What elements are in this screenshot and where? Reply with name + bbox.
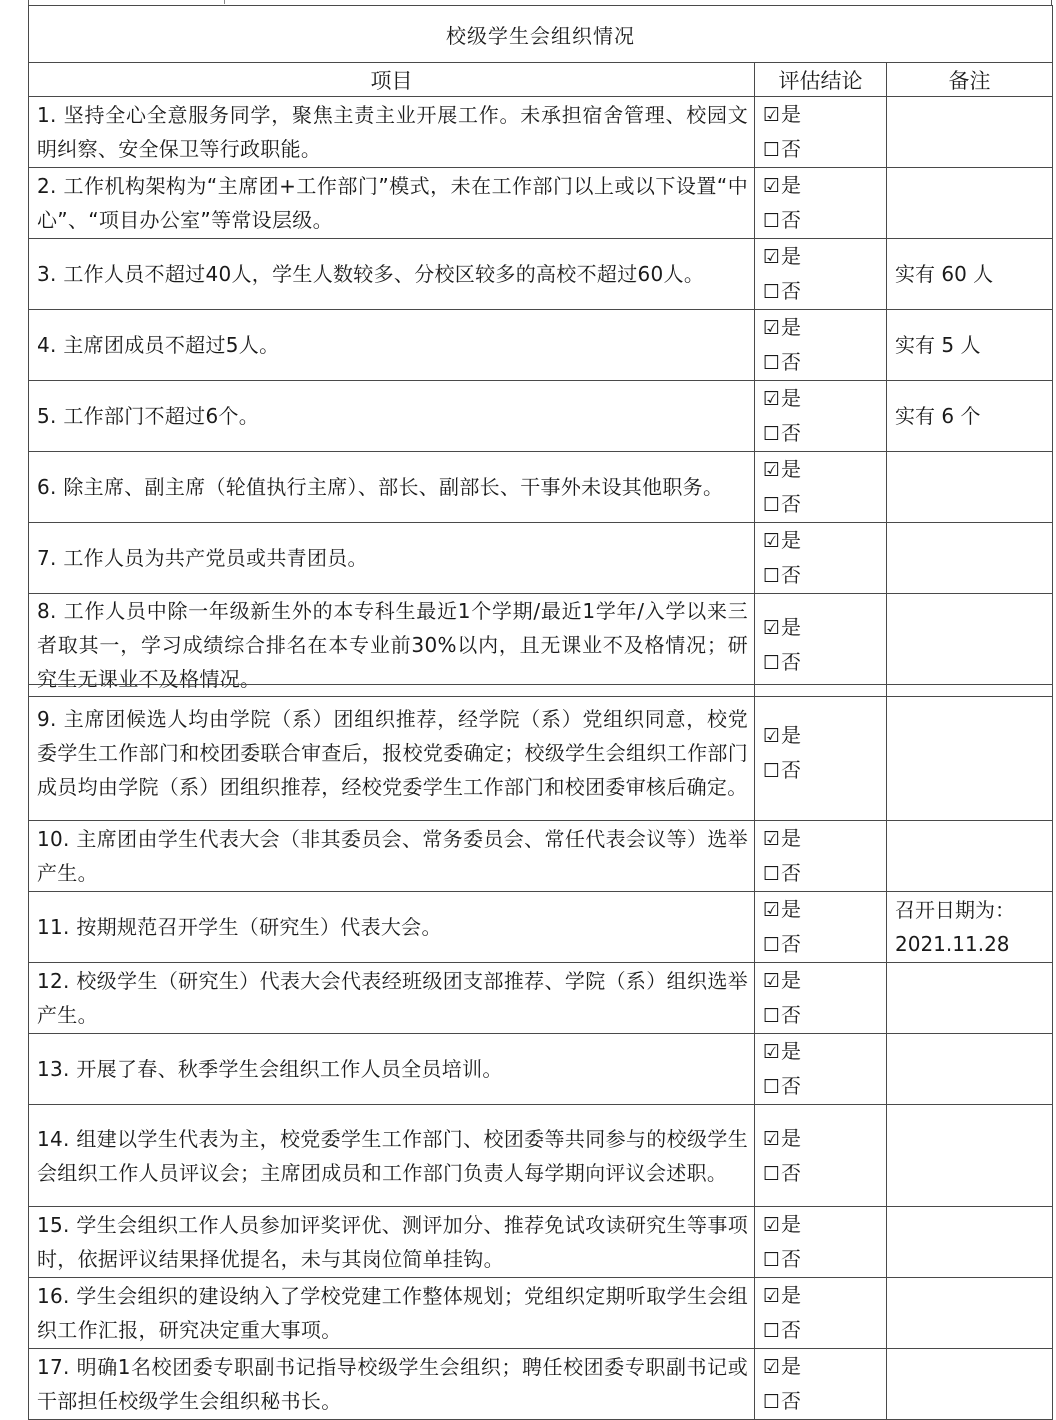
yes-label: 是	[781, 1212, 802, 1236]
yes-option[interactable]	[763, 963, 886, 998]
checked-checkbox-icon[interactable]: ☑	[763, 459, 781, 481]
no-label: 否	[781, 492, 802, 516]
item-text: 1. 坚持全心全意服务同学，聚焦主责主业开展工作。未承担宿舍管理、校园文明纠察、安全保卫等行政职能。	[29, 97, 755, 168]
page-top-tick	[224, 0, 225, 4]
yes-option[interactable]	[763, 1121, 886, 1156]
no-label: 否	[781, 137, 802, 161]
table-row	[29, 452, 1053, 523]
unchecked-checkbox-icon[interactable]: ☐	[763, 934, 781, 956]
no-option[interactable]	[763, 1242, 886, 1277]
header-conclusion: 评估结论	[755, 63, 887, 97]
assessment-table-part-2	[28, 684, 1053, 1420]
unchecked-checkbox-icon[interactable]: ☐	[763, 423, 781, 445]
item-text: 17. 明确1名校团委专职副书记指导校级学生会组织；聘任校团委专职副书记或干部担任校级学生会组织秘书长。	[29, 1349, 755, 1420]
no-label: 否	[781, 563, 802, 587]
conclusion-cell	[755, 1207, 887, 1278]
checked-checkbox-icon[interactable]: ☑	[763, 899, 781, 921]
item-text: 4. 主席团成员不超过5人。	[29, 310, 755, 381]
unchecked-checkbox-icon[interactable]: ☐	[763, 1162, 781, 1185]
checked-checkbox-icon[interactable]: ☑	[763, 388, 781, 410]
unchecked-checkbox-icon[interactable]: ☐	[763, 1320, 781, 1342]
no-label: 否	[781, 861, 802, 885]
yes-label: 是	[781, 102, 802, 126]
item-text: 9. 主席团候选人均由学院（系）团组织推荐，经学院（系）党组织同意，校党委学生工作部门和校团委联合审查后，报校党委确定；校级学生会组织工作部门成员均由学院（系）团组织推荐，经校党委学生工作部门和校团委审核后确定。	[29, 685, 755, 821]
conclusion-cell	[755, 685, 887, 821]
yes-option[interactable]	[763, 718, 886, 753]
table-row	[29, 821, 1053, 892]
unchecked-checkbox-icon[interactable]: ☐	[763, 565, 781, 587]
checked-checkbox-icon[interactable]: ☑	[763, 104, 781, 126]
yes-label: 是	[781, 826, 802, 850]
yes-label: 是	[781, 1283, 802, 1307]
item-text: 11. 按期规范召开学生（研究生）代表大会。	[29, 892, 755, 963]
conclusion-cell	[755, 1349, 887, 1420]
yes-option[interactable]	[763, 1207, 886, 1242]
conclusion-cell	[755, 594, 887, 697]
table-row	[29, 685, 1053, 821]
unchecked-checkbox-icon[interactable]: ☐	[763, 1249, 781, 1271]
yes-option[interactable]	[763, 239, 886, 274]
assessment-table-part-1	[28, 5, 1053, 697]
unchecked-checkbox-icon[interactable]: ☐	[763, 281, 781, 303]
table-row	[29, 594, 1053, 697]
table-row	[29, 310, 1053, 381]
no-label: 否	[781, 650, 802, 674]
checked-checkbox-icon[interactable]: ☑	[763, 724, 781, 747]
item-text: 8. 工作人员中除一年级新生外的本专科生最近1个学期/最近1学年/入学以来三者取其一，学习成绩综合排名在本专业前30%以内，且无课业不及格情况；研究生无课业不及格情况。	[29, 594, 755, 697]
yes-label: 是	[781, 244, 802, 268]
table-row	[29, 168, 1053, 239]
title-row	[29, 6, 1053, 63]
item-text: 5. 工作部门不超过6个。	[29, 381, 755, 452]
conclusion-cell	[755, 452, 887, 523]
unchecked-checkbox-icon[interactable]: ☐	[763, 210, 781, 232]
yes-option[interactable]	[763, 381, 886, 416]
note-cell	[887, 168, 1053, 239]
table-row	[29, 1034, 1053, 1105]
yes-label: 是	[781, 386, 802, 410]
note-cell	[887, 523, 1053, 594]
note-cell: 实有 5 人	[887, 310, 1053, 381]
yes-option[interactable]	[763, 1349, 886, 1384]
note-cell	[887, 963, 1053, 1034]
no-label: 否	[781, 1003, 802, 1027]
checked-checkbox-icon[interactable]: ☑	[763, 317, 781, 339]
unchecked-checkbox-icon[interactable]: ☐	[763, 352, 781, 374]
yes-option[interactable]	[763, 452, 886, 487]
item-text: 16. 学生会组织的建设纳入了学校党建工作整体规划；党组织定期听取学生会组织工作汇报，研究决定重大事项。	[29, 1278, 755, 1349]
note-cell	[887, 452, 1053, 523]
yes-label: 是	[781, 457, 802, 481]
table-row	[29, 523, 1053, 594]
no-label: 否	[781, 932, 802, 956]
note-cell: 实有 60 人	[887, 239, 1053, 310]
yes-option[interactable]	[763, 1034, 886, 1069]
yes-label: 是	[781, 1039, 802, 1063]
yes-label: 是	[781, 722, 802, 747]
unchecked-checkbox-icon[interactable]: ☐	[763, 652, 781, 674]
unchecked-checkbox-icon[interactable]: ☐	[763, 759, 781, 782]
checked-checkbox-icon[interactable]: ☑	[763, 1356, 781, 1378]
unchecked-checkbox-icon[interactable]: ☐	[763, 1076, 781, 1098]
no-option[interactable]	[763, 132, 886, 167]
note-cell	[887, 1349, 1053, 1420]
no-option[interactable]	[763, 416, 886, 451]
no-label: 否	[781, 350, 802, 374]
conclusion-cell	[755, 963, 887, 1034]
conclusion-cell	[755, 239, 887, 310]
note-cell	[887, 1278, 1053, 1349]
note-cell	[887, 594, 1053, 697]
no-option[interactable]	[763, 203, 886, 238]
yes-label: 是	[781, 1125, 802, 1150]
item-text: 15. 学生会组织工作人员参加评奖评优、测评加分、推荐免试攻读研究生等事项时，依据评议结果择优提名，未与其岗位简单挂钩。	[29, 1207, 755, 1278]
no-option[interactable]	[763, 1156, 886, 1191]
item-text: 10. 主席团由学生代表大会（非其委员会、常务委员会、常任代表会议等）选举产生。	[29, 821, 755, 892]
yes-option[interactable]	[763, 821, 886, 856]
conclusion-cell	[755, 1105, 887, 1207]
header-item: 项目	[29, 63, 755, 97]
note-cell	[887, 1105, 1053, 1207]
header-note: 备注	[887, 63, 1053, 97]
unchecked-checkbox-icon[interactable]: ☐	[763, 494, 781, 516]
table-title: 校级学生会组织情况	[29, 6, 1053, 63]
no-label: 否	[781, 1318, 802, 1342]
conclusion-cell	[755, 892, 887, 963]
no-option[interactable]	[763, 927, 886, 962]
yes-label: 是	[781, 897, 802, 921]
yes-label: 是	[781, 968, 802, 992]
item-text: 7. 工作人员为共产党员或共青团员。	[29, 523, 755, 594]
item-text: 6. 除主席、副主席（轮值执行主席）、部长、副部长、干事外未设其他职务。	[29, 452, 755, 523]
no-label: 否	[781, 757, 802, 782]
unchecked-checkbox-icon[interactable]: ☐	[763, 1391, 781, 1413]
yes-option[interactable]	[763, 97, 886, 132]
checked-checkbox-icon[interactable]: ☑	[763, 970, 781, 992]
no-option[interactable]	[763, 487, 886, 522]
no-label: 否	[781, 208, 802, 232]
checked-checkbox-icon[interactable]: ☑	[763, 1041, 781, 1063]
yes-label: 是	[781, 615, 802, 639]
table-row	[29, 381, 1053, 452]
checked-checkbox-icon[interactable]: ☑	[763, 828, 781, 850]
no-option[interactable]	[763, 645, 886, 680]
note-cell	[887, 821, 1053, 892]
yes-label: 是	[781, 528, 802, 552]
no-label: 否	[781, 279, 802, 303]
table-row	[29, 97, 1053, 168]
note-cell	[887, 97, 1053, 168]
item-text: 14. 组建以学生代表为主，校党委学生工作部门、校团委等共同参与的校级学生会组织工作人员评议会；主席团成员和工作部门负责人每学期向评议会述职。	[29, 1105, 755, 1207]
table-row	[29, 1349, 1053, 1420]
no-option[interactable]	[763, 1313, 886, 1348]
table-row	[29, 963, 1053, 1034]
no-option[interactable]	[763, 558, 886, 593]
conclusion-cell	[755, 310, 887, 381]
note-cell	[887, 1207, 1053, 1278]
yes-option[interactable]	[763, 610, 886, 645]
yes-option[interactable]	[763, 1278, 886, 1313]
no-label: 否	[781, 421, 802, 445]
header-row	[29, 63, 1053, 97]
table-row	[29, 892, 1053, 963]
unchecked-checkbox-icon[interactable]: ☐	[763, 1005, 781, 1027]
checked-checkbox-icon[interactable]: ☑	[763, 1285, 781, 1307]
no-option[interactable]	[763, 345, 886, 380]
no-option[interactable]	[763, 1069, 886, 1104]
no-label: 否	[781, 1160, 802, 1185]
item-text: 13. 开展了春、秋季学生会组织工作人员全员培训。	[29, 1034, 755, 1105]
conclusion-cell	[755, 523, 887, 594]
yes-label: 是	[781, 1354, 802, 1378]
no-option[interactable]	[763, 753, 886, 788]
yes-label: 是	[781, 173, 802, 197]
table-row	[29, 239, 1053, 310]
checked-checkbox-icon[interactable]: ☑	[763, 246, 781, 268]
conclusion-cell	[755, 1034, 887, 1105]
note-cell	[887, 685, 1053, 821]
table-row	[29, 1278, 1053, 1349]
item-text: 12. 校级学生（研究生）代表大会代表经班级团支部推荐、学院（系）组织选举产生。	[29, 963, 755, 1034]
no-label: 否	[781, 1247, 802, 1271]
unchecked-checkbox-icon[interactable]: ☐	[763, 863, 781, 885]
note-cell: 实有 6 个	[887, 381, 1053, 452]
item-text: 2. 工作机构架构为“主席团+工作部门”模式，未在工作部门以上或以下设置“中心”、“项目办公室”等常设层级。	[29, 168, 755, 239]
no-option[interactable]	[763, 274, 886, 309]
table-row	[29, 1105, 1053, 1207]
yes-label: 是	[781, 315, 802, 339]
checked-checkbox-icon[interactable]: ☑	[763, 1214, 781, 1236]
no-option[interactable]	[763, 856, 886, 891]
conclusion-cell	[755, 1278, 887, 1349]
no-option[interactable]	[763, 998, 886, 1033]
item-text: 3. 工作人员不超过40人，学生人数较多、分校区较多的高校不超过60人。	[29, 239, 755, 310]
checked-checkbox-icon[interactable]: ☑	[763, 617, 781, 639]
no-option[interactable]	[763, 1384, 886, 1419]
unchecked-checkbox-icon[interactable]: ☐	[763, 139, 781, 161]
note-cell	[887, 1034, 1053, 1105]
table-row	[29, 1207, 1053, 1278]
yes-option[interactable]	[763, 168, 886, 203]
conclusion-cell	[755, 821, 887, 892]
conclusion-cell	[755, 168, 887, 239]
no-label: 否	[781, 1389, 802, 1413]
note-cell: 召开日期为：2021.11.28	[887, 892, 1053, 963]
conclusion-cell	[755, 97, 887, 168]
conclusion-cell	[755, 381, 887, 452]
no-label: 否	[781, 1074, 802, 1098]
yes-option[interactable]	[763, 310, 886, 345]
checked-checkbox-icon[interactable]: ☑	[763, 175, 781, 197]
checked-checkbox-icon[interactable]: ☑	[763, 1127, 781, 1150]
yes-option[interactable]	[763, 892, 886, 927]
yes-option[interactable]	[763, 523, 886, 558]
checked-checkbox-icon[interactable]: ☑	[763, 530, 781, 552]
